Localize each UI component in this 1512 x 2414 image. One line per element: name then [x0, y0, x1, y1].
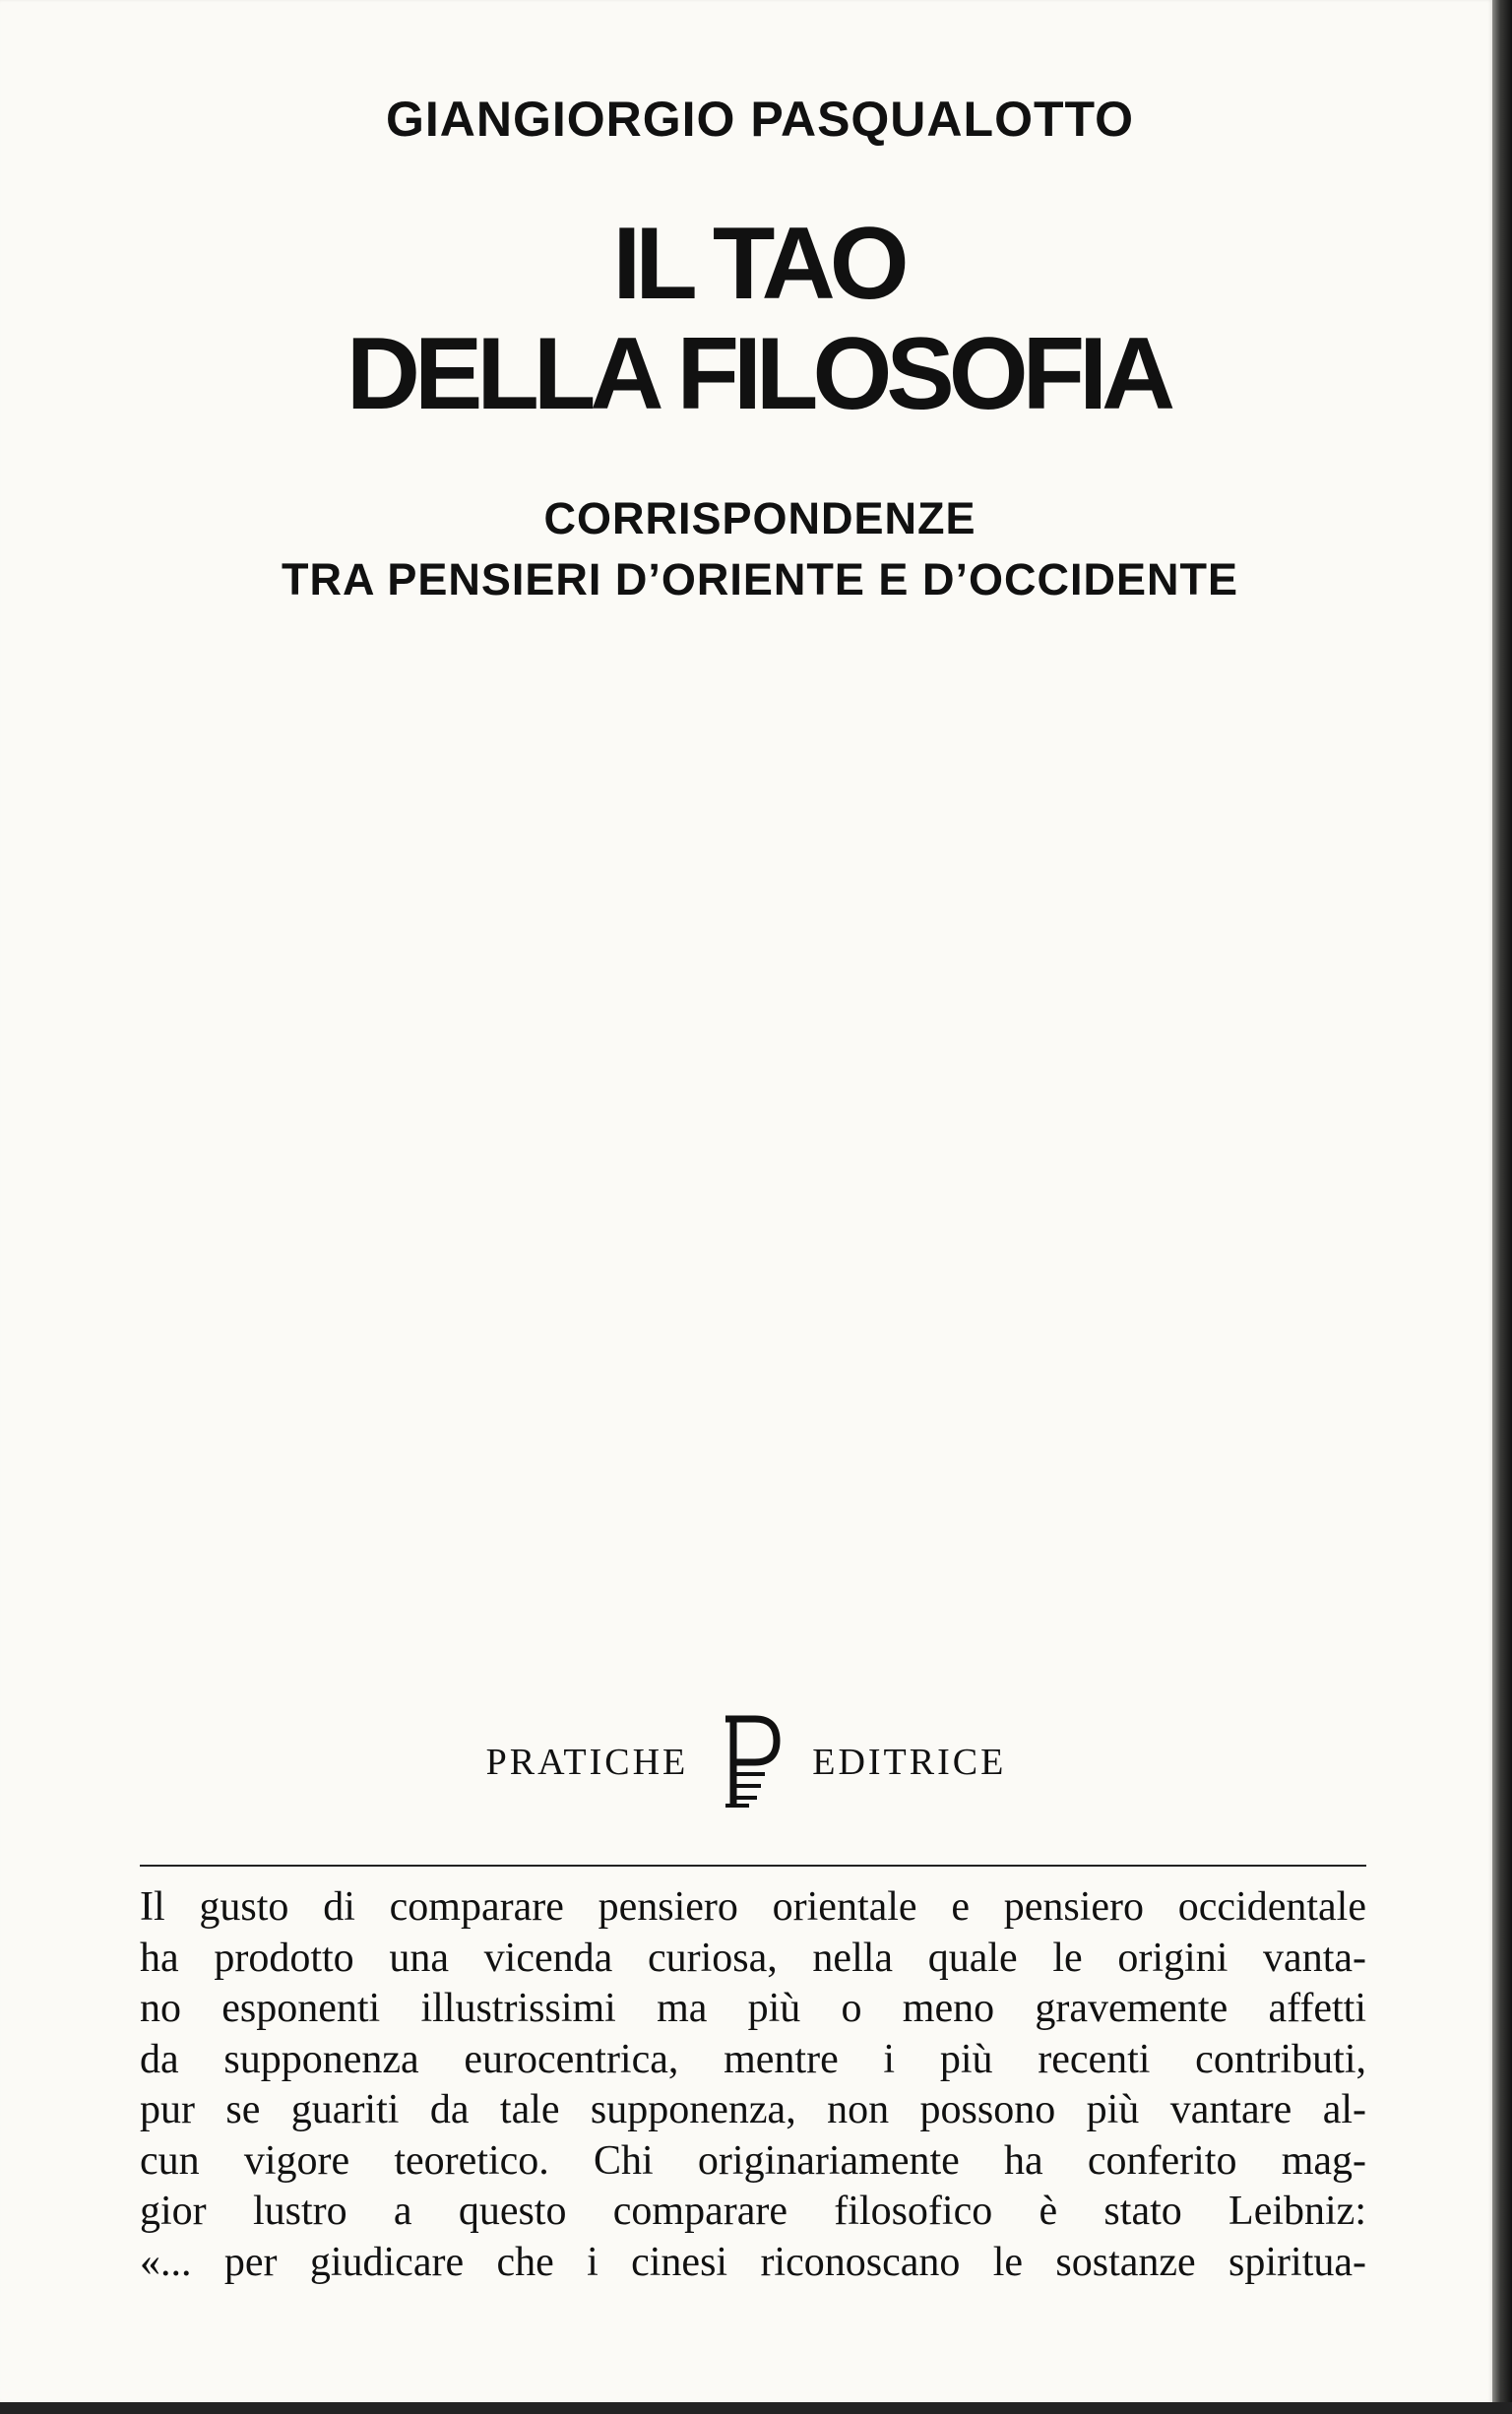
blurb-line: ha prodotto una vicenda curiosa, nella quale le origini vanta-: [140, 1935, 1366, 1981]
subtitle-line: CORRISPONDENZE: [543, 493, 976, 543]
publisher-imprint: [0, 1713, 1492, 1811]
cover-right-edge: [1492, 0, 1512, 2414]
blurb-line: da supponenza eurocentrica, mentre i più recenti contributi,: [140, 2036, 1366, 2082]
book-subtitle: [14, 488, 1492, 610]
back-cover-blurb: [140, 1882, 1366, 2288]
blurb-line: Il gusto di comparare pensiero orientale e pensiero occidentale: [140, 1884, 1366, 1930]
pratiche-p-logo-icon: [716, 1713, 785, 1811]
blurb-line: gior lustro a questo comparare filosofico è stato Leibniz:: [140, 2189, 1366, 2234]
blurb-line: «... per giudicare che i cinesi riconoscano le sostanze spiritua-: [140, 2239, 1366, 2285]
publisher-name-left: PRATICHE: [485, 1742, 689, 1783]
publisher-name-right: EDITRICE: [812, 1742, 1007, 1783]
title-line: IL TAO: [612, 207, 904, 321]
author-name: GIANGIORGIO PASQUALOTTO: [385, 92, 1135, 147]
blurb-line: no esponenti illustrissimi ma più o meno gravemente affetti: [140, 1986, 1366, 2031]
book-title: [12, 209, 1492, 429]
blurb-line: pur se guariti da tale supponenza, non possono più vantare al-: [140, 2087, 1366, 2132]
divider-rule: [140, 1865, 1366, 1867]
cover-bottom-edge: [0, 2402, 1512, 2414]
blurb-line: cun vigore teoretico. Chi originariamente ha conferito mag-: [140, 2137, 1366, 2184]
subtitle-line: TRA PENSIERI D’ORIENTE E D’OCCIDENTE: [282, 554, 1238, 604]
title-line: DELLA FILOSOFIA: [346, 317, 1170, 431]
